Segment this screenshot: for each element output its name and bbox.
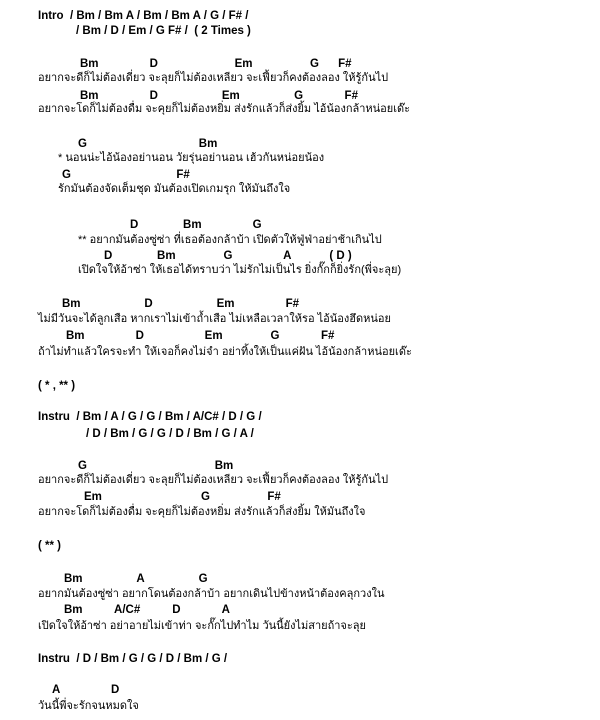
section-line: Intro / Bm / Bm A / Bm / Bm A / G / F# / bbox=[38, 10, 249, 22]
chord-line: Bm D Em G F# bbox=[80, 58, 352, 70]
section-line: ( * , ** ) bbox=[38, 380, 76, 392]
chord-line: Em G F# bbox=[84, 491, 281, 503]
lyric-line: วันนี้พี่จะรักจนหมดใจ bbox=[38, 700, 139, 712]
lyric-line: ** อยากมันต้องซู่ซ่า ที่เธอต้องกล้าบ้า เปิดตัวให้ฟู่ฟ่าอย่าช้าเกินไป bbox=[78, 234, 382, 246]
section-line: / D / Bm / G / G / D / Bm / G / A / bbox=[86, 428, 254, 440]
lyric-line: อยากมันต้องซู่ซ่า อยากโดนต้องกล้าบ้า อยากเดินไปข้างหน้าต้องคลุกวงใน bbox=[38, 588, 385, 600]
chord-line: Bm D Em G F# bbox=[66, 330, 335, 342]
section-line: / Bm / D / Em / G F# / ( 2 Times ) bbox=[76, 25, 251, 37]
section-line: Instru / Bm / A / G / G / Bm / A/C# / D / G / bbox=[38, 411, 262, 423]
lyric-line: อยากจะโดก็ไม่ต้องดื่ม จะคุยก็ไม่ต้องหยิ่ม ส่งรักแล้วก็ส่งยิ้ม ไอ้น้องกล้าหน่อยเด๊ะ bbox=[38, 103, 411, 115]
lyric-line: ถ้าไม่ทำแล้วใครจะทำ ให้เจอก็คงไม่จำ อย่าทิ้งให้เป็นแค่ฝัน ไอ้น้องกล้าหน่อยเด๊ะ bbox=[38, 346, 412, 358]
chord-line: D Bm G bbox=[130, 219, 262, 231]
chord-line: G F# bbox=[62, 169, 190, 181]
chord-line: G Bm bbox=[78, 460, 234, 472]
chord-line: A D bbox=[52, 684, 120, 696]
lyric-line: รักมันต้องจัดเต็มชุด มันต้องเปิดเกมรุก ให้มันถึงใจ bbox=[58, 183, 291, 195]
lyric-line: อยากจะดีก็ไม่ต้องเดี่ยว จะลุยก็ไม่ต้องเหลียว จะเฟี้ยวก็คงต้องลอง ให้รู้กันไป bbox=[38, 72, 389, 84]
chord-line: Bm A/C# D A bbox=[64, 604, 230, 616]
section-line: Instru / D / Bm / G / G / D / Bm / G / bbox=[38, 653, 228, 665]
lyric-line: เปิดใจให้อ้าซ่า ให้เธอได้ทราบว่า ไม่รักไม่เป็นไร ยิ่งกั๊กก็ยิ่งรัก(พี่จะลุย) bbox=[78, 264, 402, 276]
chord-line: Bm D Em G F# bbox=[80, 90, 358, 102]
lyric-line: ไม่มีวันจะได้ลูกเสือ หากเราไม่เข้าถ้ำเสือ ไม่เหลือเวลาให้รอ ไอ้น้องฮึดหน่อย bbox=[38, 313, 391, 325]
chord-line: D Bm G A ( D ) bbox=[104, 250, 352, 262]
chord-line: G Bm bbox=[78, 138, 218, 150]
lyric-line: เปิดใจให้อ้าซ่า อย่าอายไม่เข้าท่า จะกั๊กไปทำไม วันนี้ยังไม่สายถ้าจะลุย bbox=[38, 620, 366, 632]
chord-line: Bm D Em F# bbox=[62, 298, 300, 310]
chord-line: Bm A G bbox=[64, 573, 208, 585]
lyric-line: อยากจะดีก็ไม่ต้องเดี่ยว จะลุยก็ไม่ต้องเหลียว จะเฟี้ยวก็คงต้องลอง ให้รู้กันไป bbox=[38, 474, 389, 486]
section-line: ( ** ) bbox=[38, 540, 61, 552]
lyric-line: * นอนน่ะไอ้น้องอย่านอน วัยรุ่นอย่านอน เฮ้วกันหน่อยน้อง bbox=[58, 152, 325, 164]
lyric-line: อยากจะโดก็ไม่ต้องดื่ม จะคุยก็ไม่ต้องหยิ่ม ส่งรักแล้วก็ส่งยิ้ม ให้มันถึงใจ bbox=[38, 506, 366, 518]
